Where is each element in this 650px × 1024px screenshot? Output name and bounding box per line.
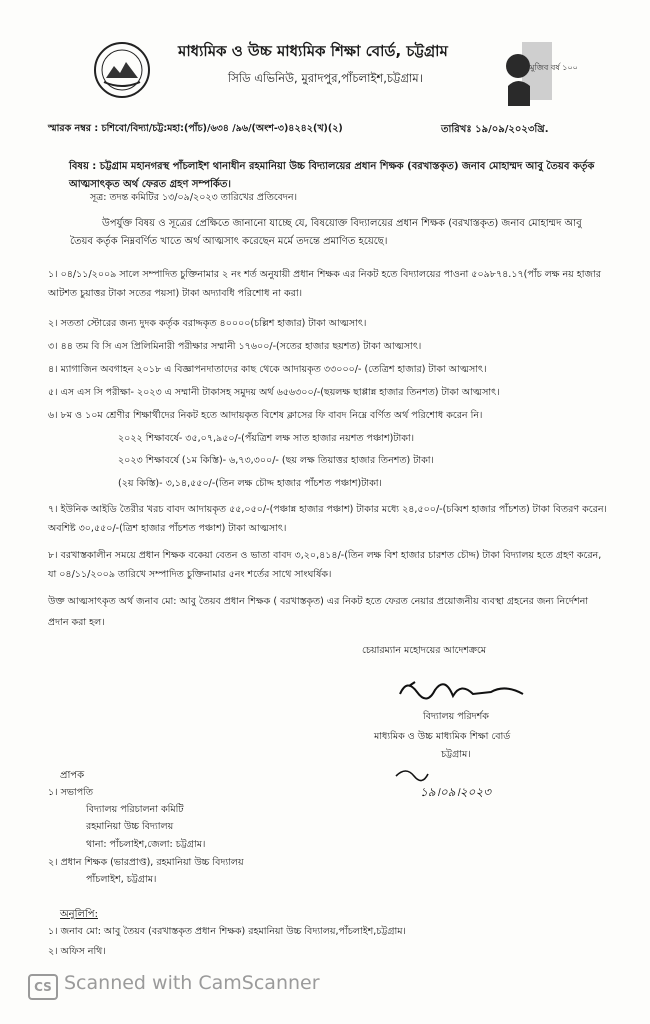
copies-label: অনুলিপি: [60, 909, 98, 920]
copy-recipient-1: ১। জনাব মো: আবু তৈয়ব (বরখাস্তকৃত প্রধান শিক্ষক) রহমানিয়া উচ্চ বিদ্যালয়,পাঁচলাইশ,চট্টগ্রাম। [48, 926, 406, 937]
handwritten-initial-date [392, 764, 522, 804]
finding-item-5: ৫। এস এস সি পরীক্ষা- ২০২৩ এ সম্মানী টাকাসহ সমুদয় অর্থ ৬৫৬৩০০/-(ছয়লক্ষ ছাপ্পান্ন হাজার তিনশত) টাকা আত্মসাৎ। [48, 387, 500, 398]
signatory-place: চট্টগ্রাম। [441, 749, 471, 760]
recipients-label: প্রাপক [60, 770, 85, 781]
copy-recipient-2: ২। অফিস নথি। [48, 946, 106, 957]
recipient-2-line-1: পাঁচলাইশ, চট্টগ্রাম। [86, 874, 157, 885]
finding-item-4: ৪। ম্যাগাজিন অবগাহন ২০১৮ এ বিজ্ঞাপনদাতাদের কাছ থেকে আদায়কৃত ৩৩০০০/- (তেত্রিশ হাজার) টাকা আত্মসাৎ। [48, 364, 487, 375]
finding-item-6: ৬। ৮ম ও ১০ম শ্রেণীর শিক্ষার্থীদের নিকট হতে আদায়কৃত বিশেষ ক্লাসের ফি বাবদ নিম্নে বর্ণিত অর্থ পরিশোধ করেন নি। [48, 410, 483, 421]
fee-subitem-2022: ২০২২ শিক্ষাবর্ষে- ৩৫,০৭,৯৫০/-(পঁয়ত্রিশ লক্ষ সাত হাজার নয়শত পঞ্চাশ)টাকা। [118, 433, 415, 444]
reference-line: সূত্র: তদন্ত কমিটির ১৩/০৯/২০২৩ তারিখের প্রতিবেদন। [90, 192, 297, 203]
recipient-1-title: ১। সভাপতি [48, 787, 93, 798]
memo-number: স্মারক নম্বর : চশিবো/বিদ্যা/চট্ট:মহা:(পাঁচ)/৬৩৪ /৯৬/(অংশ-৩)৪২৪২(খ)(২) [48, 123, 343, 134]
signatory-title: বিদ্যালয় পরিদর্শক [423, 711, 489, 722]
fee-subitem-2023-first: ২০২৩ শিক্ষাবর্ষে (১ম কিস্তি)- ৬,৭৩,৩০০/- (ছয় লক্ষ তিয়াত্তর হাজার তিনশত) টাকা। [118, 455, 434, 466]
closing-paragraph: উক্ত আত্মসাৎকৃত অর্থ জনাব মো: আবু তৈয়ব প্রধান শিক্ষক ( বরখাস্তকৃত) এর নিকট হতে ফেরত নেয়ার প্রয়োজনীয় ব্যবস্থা গ্রহনের জন্য নির্দেশনা প্রদান করা হল। [48, 596, 589, 628]
board-address: সিডি এভিনিউ, মুরাদপুর,পাঁচলাইশ,চট্টগ্রাম। [228, 71, 423, 85]
camscanner-logo-icon: CS [28, 974, 58, 1000]
order-line: চেয়ারম্যান মহোদয়ের আদেশক্রমে [362, 645, 487, 656]
finding-item-3: ৩। ৪৪ তম বি সি এস প্রিলিমিনারী পরীক্ষার সম্মানী ১৭৬০০/-(সতের হাজার ছয়শত) টাকা আত্মসাৎ। [48, 341, 422, 352]
finding-item-7: ৭। ইউনিক আইডি তৈরীর খরচ বাবদ আদায়কৃত ৫৫,০৫০/-(পঞ্চান্ন হাজার পঞ্চাশ) টাকার মধ্যে ২৪,৫০০/-(চব্বিশ হাজার পাঁচশত) টাকা বিতরণ করেন। অবশিষ্ট ৩০,৫৫০/-(ত্রিশ হাজার পাঁচশত পঞ্চাশ) টাকা আত্মসাৎ। [48, 504, 607, 534]
finding-item-8: ৮। বরখাস্তকালীন সময়ে প্রধান শিক্ষক বকেয়া বেতন ও ভাতা বাবদ ৩,২০,৪১৪/-(তিন লক্ষ বিশ হাজার চারশত চৌদ্দ) টাকা বিদ্যালয় হতে গ্রহণ করেন, যা ০৪/১১/২০০৯ তারিখে সম্পাদিত চুক্তিনামার ৫নং শর্তের সাথে সাংঘর্ষিক। [48, 550, 602, 580]
recipient-2-title: ২। প্রধান শিক্ষক (ভারপ্রাপ্ত), রহমানিয়া উচ্চ বিদ্যালয় [48, 857, 244, 868]
subject-line: বিষয় : চট্টগ্রাম মহানগরস্থ পাঁচলাইশ থানাধীন রহমানিয়া উচ্চ বিদ্যালয়ের প্রধান শিক্ষক (বরখাস্তকৃত) জনাব মোহাম্মদ আবু তৈয়ব কর্তৃক আত্মসাৎকৃত অর্থ ফেরত গ্রহণ সম্পর্কিত। [69, 161, 595, 190]
recipient-1-line-3: থানা: পাঁচলাইশ,জেলা: চট্টগ্রাম। [86, 839, 206, 850]
fee-subitem-2023-second: (২য় কিস্তি)- ৩,১৪,৫৫০/-(তিন লক্ষ চৌদ্দ হাজার পাঁচশত পঞ্চাশ)টাকা। [118, 478, 382, 489]
recipient-1-line-2: রহমানিয়া উচ্চ বিদ্যালয় [86, 821, 174, 832]
signatory-organization: মাধ্যমিক ও উচ্চ মাধ্যমিক শিক্ষা বোর্ড [374, 731, 511, 742]
board-logo-emblem [92, 40, 152, 100]
memo-date: তারিখঃ ১৯/০৯/২০২৩খ্রি. [441, 124, 549, 135]
recipient-1-line-1: বিদ্যালয় পরিচালনা কমিটি [86, 804, 184, 815]
portrait-badge-text: মুজিব বর্ষ ১০০ [530, 63, 578, 72]
handwritten-date-text: ১৯।০৯।২০২৩ [420, 785, 491, 799]
officer-signature [395, 672, 535, 708]
intro-paragraph: উপর্যুক্ত বিষয় ও সূত্রের প্রেক্ষিতে জানানো যাচ্ছে যে, বিষয়োক্ত বিদ্যালয়ের প্রধান শিক্ষক (বরখাস্তকৃত) জনাব মোহাম্মদ আবু তৈয়ব কর্তৃক নিম্নবর্ণিত খাতে অর্থ আত্মসাৎ করেছেন মর্মে তদন্তে প্রমাণিত হয়েছে। [70, 218, 582, 247]
board-name: মাধ্যমিক ও উচ্চ মাধ্যমিক শিক্ষা বোর্ড, চট্টগ্রাম [178, 42, 448, 60]
finding-item-1: ১। ০৪/১১/২০০৯ সালে সম্পাদিত চুক্তিনামার ২ নং শর্ত অনুযায়ী প্রধান শিক্ষক এর নিকট হতে বিদ্যালয়ের পাওনা ৫০৯৮৭৪.১৭(পাঁচ লক্ষ নয় হাজার আটশত চুয়াত্তর টাকা সতের পয়সা) টাকা অদ্যাবধি পরিশোধ না করা। [48, 269, 602, 299]
scanner-watermark: Scanned with CamScanner [64, 972, 320, 994]
finding-item-2: ২। সততা স্টোরের জন্য দুদক কর্তৃক বরাদ্দকৃত ৪০০০০(চল্লিশ হাজার) টাকা আত্মসাৎ। [48, 318, 367, 329]
